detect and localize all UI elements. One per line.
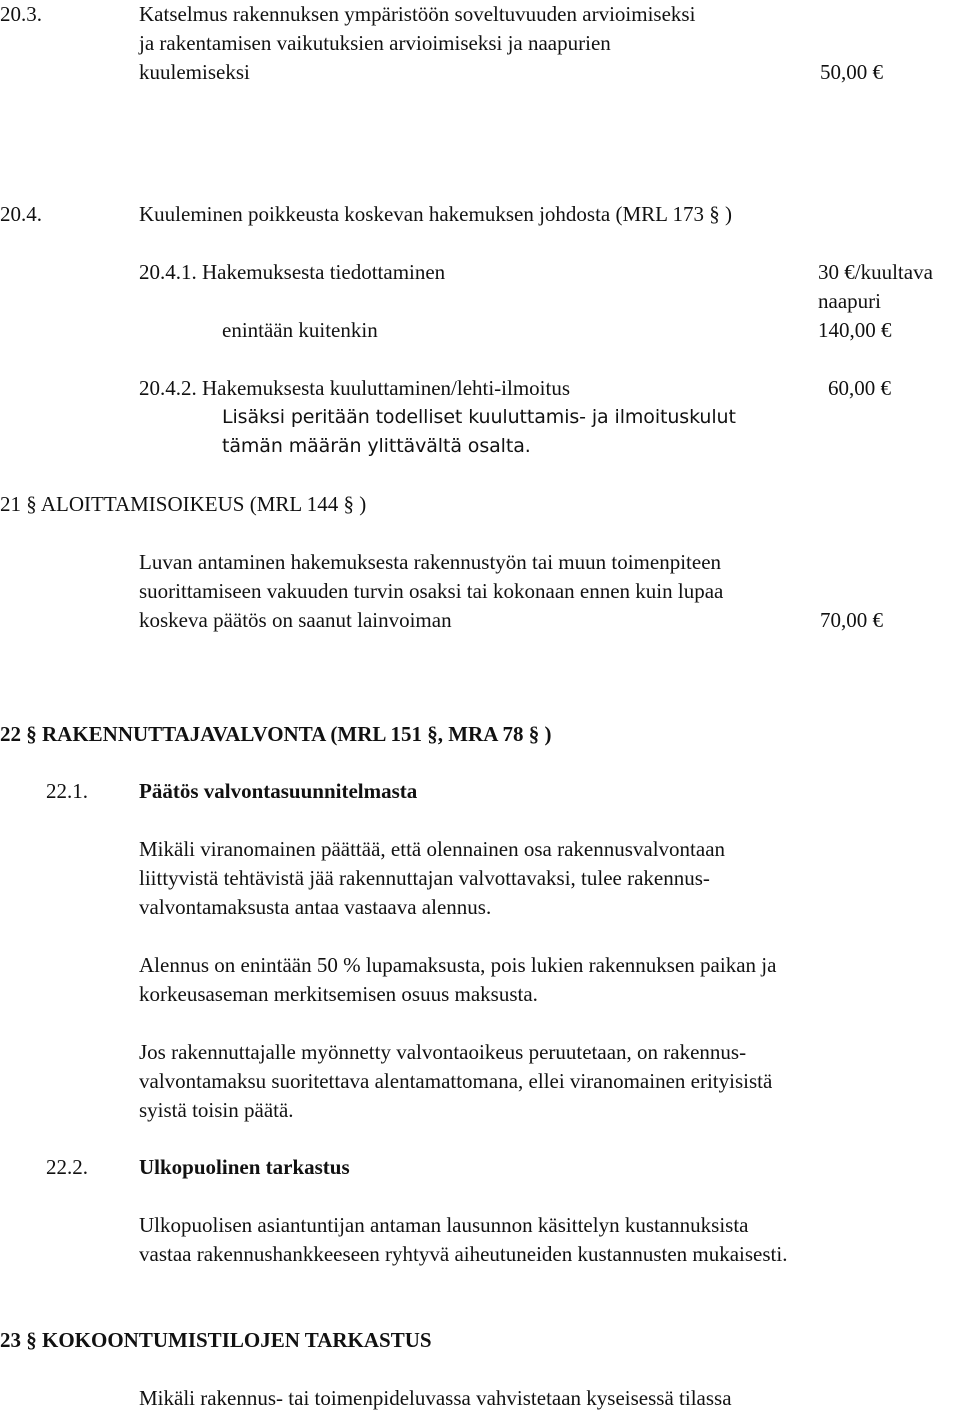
paragraph-line: syistä toisin päätä.: [139, 1098, 294, 1122]
price: 50,00 €: [820, 60, 883, 84]
paragraph-line: liittyvistä tehtävistä jää rakennuttajan valvottavaksi, tulee rakennus-: [139, 866, 710, 890]
subsection-number: 22.1.: [46, 779, 88, 803]
section-text-line: ja rakentamisen vaikutuksien arvioimiseksi ja naapurien: [139, 31, 611, 55]
paragraph-line: Ulkopuolisen asiantuntijan antaman lausunnon käsittelyn kustannuksista: [139, 1213, 749, 1237]
section-number: 20.3.: [0, 2, 42, 26]
paragraph-line: valvontamaksusta antaa vastaava alennus.: [139, 895, 492, 919]
subsection-number: 22.2.: [46, 1155, 88, 1179]
subsection-label: 20.4.1. Hakemuksesta tiedottaminen: [139, 260, 446, 284]
paragraph-line: Jos rakennuttajalle myönnetty valvontaoikeus peruutetaan, on rakennus-: [139, 1040, 747, 1064]
section-heading: 21 § ALOITTAMISOIKEUS (MRL 144 § ): [0, 492, 367, 516]
note: Lisäksi peritään todelliset kuuluttamis- ja ilmoituskulut: [222, 406, 736, 428]
section-heading: 23 § KOKOONTUMISTILOJEN TARKASTUS: [0, 1328, 432, 1352]
subsection-label: 20.4.2. Hakemuksesta kuuluttaminen/lehti-ilmoitus: [139, 376, 571, 400]
paragraph-line: Alennus on enintään 50 % lupamaksusta, pois lukien rakennuksen paikan ja: [139, 953, 777, 977]
paragraph-line: korkeusaseman merkitsemisen osuus maksusta.: [139, 982, 538, 1006]
paragraph-line: Luvan antaminen hakemuksesta rakennustyön tai muun toimenpiteen: [139, 550, 722, 574]
paragraph-line: Mikäli rakennus- tai toimenpideluvassa vahvistetaan kyseisessä tilassa: [139, 1386, 732, 1410]
section-title: Kuuleminen poikkeusta koskevan hakemuksen johdosta (MRL 173 § ): [139, 202, 732, 226]
section-text-line: kuulemiseksi: [139, 60, 250, 84]
price: naapuri: [818, 289, 881, 313]
paragraph-line: Mikäli viranomainen päättää, että olennainen osa rakennusvalvontaan: [139, 837, 726, 861]
paragraph-line: valvontamaksu suoritettava alentamattomana, ellei viranomainen erityisistä: [139, 1069, 773, 1093]
price: 70,00 €: [820, 608, 883, 632]
section-number: 20.4.: [0, 202, 42, 226]
paragraph-line: suorittamiseen vakuuden turvin osaksi tai kokonaan ennen kuin lupaa: [139, 579, 724, 603]
section-heading: 22 § RAKENNUTTAJAVALVONTA (MRL 151 §, MRA 78 § ): [0, 722, 552, 746]
section-text-line: Katselmus rakennuksen ympäristöön soveltuvuuden arvioimiseksi: [139, 2, 696, 26]
price: 60,00 €: [828, 376, 891, 400]
price: 140,00 €: [818, 318, 892, 342]
paragraph-line: vastaa rakennushankkeeseen ryhtyvä aiheutuneiden kustannusten mukaisesti.: [139, 1242, 788, 1266]
subsection-title: Ulkopuolinen tarkastus: [139, 1155, 350, 1179]
note: enintään kuitenkin: [222, 318, 378, 342]
price: 30 €/kuultava: [818, 260, 933, 284]
paragraph-line: koskeva päätös on saanut lainvoiman: [139, 608, 452, 632]
subsection-title: Päätös valvontasuunnitelmasta: [139, 779, 418, 803]
note: tämän määrän ylittävältä osalta.: [222, 435, 531, 457]
